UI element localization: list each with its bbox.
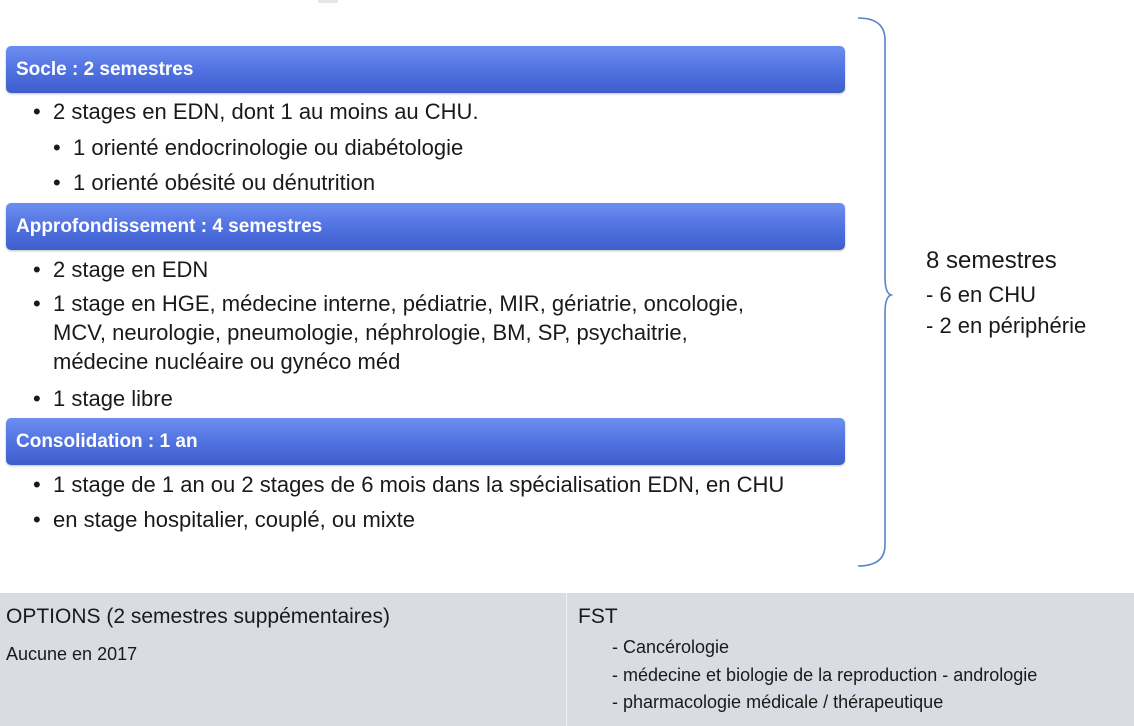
bullet-dot: • xyxy=(33,257,41,282)
fst-item: - Cancérologie xyxy=(612,637,730,657)
options-text: Aucune en 2017 xyxy=(6,644,138,664)
top-edge-mark xyxy=(318,0,338,3)
section-title: Consolidation : 1 an xyxy=(16,431,198,452)
bullet-continuation xyxy=(53,347,400,376)
fst-item: - médecine et biologie de la reproduction - andrologie xyxy=(612,665,1038,685)
bullet-text: médecine nucléaire ou gynéco méd xyxy=(53,349,401,374)
summary-line: - 2 en périphérie xyxy=(926,313,1087,338)
bullet-text: 1 orienté obésité ou dénutrition xyxy=(73,170,376,195)
section-header-socle xyxy=(6,46,845,93)
bullet-dot: • xyxy=(33,386,41,411)
sub-bullet-item xyxy=(53,168,375,197)
summary-line: - 6 en CHU xyxy=(926,282,1037,307)
section-title: Socle : 2 semestres xyxy=(16,59,194,80)
bullet-text: 1 stage de 1 an ou 2 stages de 6 mois dans la spécialisation EDN, en CHU xyxy=(53,472,785,497)
bullet-text: 1 stage libre xyxy=(53,386,173,411)
bullet-text: 2 stage en EDN xyxy=(53,257,209,282)
sub-bullet-item xyxy=(53,133,463,162)
bullet-dot: • xyxy=(33,507,41,532)
bullet-item xyxy=(33,255,208,284)
bullet-dot: • xyxy=(33,99,41,124)
bottom-divider xyxy=(566,593,567,726)
options-title: OPTIONS (2 semestres suppémentaires) xyxy=(6,605,390,628)
fst-item: - pharmacologie médicale / thérapeutique xyxy=(612,692,944,712)
bullet-item xyxy=(33,289,744,318)
bullet-text: 1 orienté endocrinologie ou diabétologie xyxy=(73,135,464,160)
bullet-dot: • xyxy=(53,135,61,160)
bullet-dot: • xyxy=(33,291,41,316)
bullet-text: 2 stages en EDN, dont 1 au moins au CHU. xyxy=(53,99,479,124)
bullet-item xyxy=(33,470,784,499)
bullet-text: en stage hospitalier, couplé, ou mixte xyxy=(53,507,416,532)
summary-title: 8 semestres xyxy=(926,247,1057,274)
bullet-text: MCV, neurologie, pneumologie, néphrologie, BM, SP, psychaitrie, xyxy=(53,320,688,345)
section-header-consolidation xyxy=(6,418,845,465)
section-header-approfondissement xyxy=(6,203,845,250)
section-title: Approfondissement : 4 semestres xyxy=(16,216,323,237)
bullet-dot: • xyxy=(53,170,61,195)
bullet-item xyxy=(33,384,173,413)
fst-title: FST xyxy=(578,605,618,628)
bullet-continuation xyxy=(53,318,688,347)
bullet-text: 1 stage en HGE, médecine interne, pédiatrie, MIR, gériatrie, oncologie, xyxy=(53,291,744,316)
bullet-item xyxy=(33,505,415,534)
bullet-item xyxy=(33,97,479,126)
right-brace xyxy=(855,15,895,570)
bullet-dot: • xyxy=(33,472,41,497)
